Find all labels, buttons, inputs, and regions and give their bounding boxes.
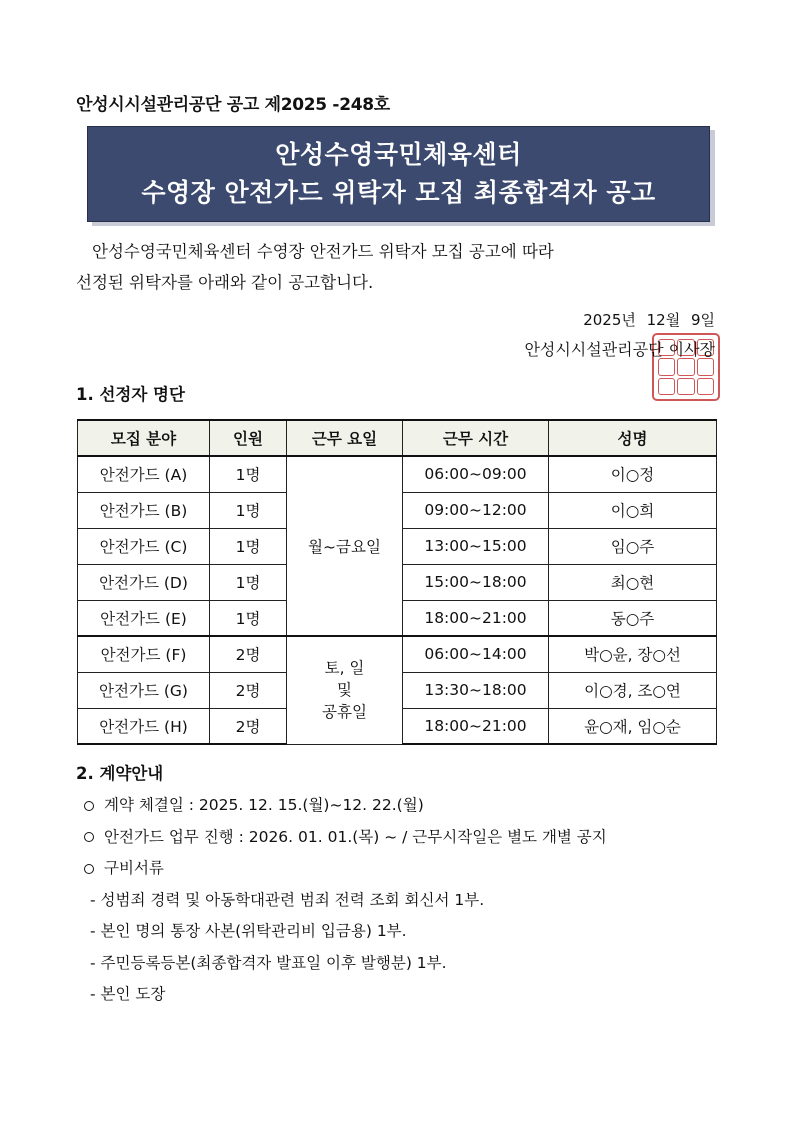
cell-count: 1명 (210, 456, 287, 492)
header-time: 근무 시간 (403, 420, 549, 456)
cell-name: 임○주 (549, 528, 717, 564)
cell-count: 1명 (210, 600, 287, 636)
circle-bullet-icon (84, 864, 94, 874)
document-item: - 성범죄 경력 및 아동학대관련 범죄 전력 조회 회신서 1부. (90, 890, 485, 909)
header-days: 근무 요일 (287, 420, 403, 456)
cell-count: 2명 (210, 672, 287, 708)
circle-bullet-icon (84, 832, 94, 842)
cell-field: 안전가드 (C) (78, 528, 210, 564)
weekend-label-line-3: 공휴일 (322, 703, 367, 722)
cell-field: 안전가드 (A) (78, 456, 210, 492)
issue-date: 2025년 12월 9일 (583, 311, 715, 329)
list-item (84, 790, 607, 822)
cell-time: 13:30~18:00 (403, 672, 549, 708)
cell-days-weekend (287, 636, 403, 744)
header-count: 인원 (210, 420, 287, 456)
work-start-info: 안전가드 업무 진행 : 2026. 01. 01.(목) ~ / 근무시작일은 별도 개별 공지 (104, 827, 607, 846)
cell-count: 1명 (210, 528, 287, 564)
weekend-label-line-2: 및 (337, 681, 352, 700)
cell-time: 09:00~12:00 (403, 492, 549, 528)
section-heading-contract: 2. 계약안내 (76, 764, 164, 783)
cell-time: 15:00~18:00 (403, 564, 549, 600)
cell-count: 1명 (210, 492, 287, 528)
cell-time: 06:00~14:00 (403, 636, 549, 672)
document-item: - 본인 도장 (90, 985, 166, 1003)
document-item: - 본인 명의 통장 사본(위탁관리비 입금용) 1부. (90, 922, 407, 940)
cell-field: 안전가드 (H) (78, 708, 210, 744)
document-item: - 주민등록등본(최종합격자 발표일 이후 발행분) 1부. (90, 953, 447, 972)
cell-name: 박○윤, 장○선 (549, 636, 717, 672)
selected-roster-table (77, 419, 717, 745)
cell-time: 18:00~21:00 (403, 708, 549, 744)
table-row (78, 636, 717, 672)
title-banner (87, 126, 710, 222)
contract-info-list (84, 790, 607, 1011)
cell-field: 안전가드 (F) (78, 636, 210, 672)
intro-line-2: 선정된 위탁자를 아래와 같이 공고합니다. (76, 273, 374, 292)
required-documents-heading: 구비서류 (104, 859, 164, 877)
list-item (84, 822, 607, 854)
cell-count: 1명 (210, 564, 287, 600)
cell-field: 안전가드 (B) (78, 492, 210, 528)
cell-name: 이○희 (549, 492, 717, 528)
contract-signing-date: 계약 체결일 : 2025. 12. 15.(월)~12. 22.(월) (104, 796, 424, 814)
cell-field: 안전가드 (D) (78, 564, 210, 600)
cell-count: 2명 (210, 708, 287, 744)
table-header-row (78, 420, 717, 456)
cell-name: 이○경, 조○연 (549, 672, 717, 708)
cell-name: 윤○재, 임○순 (549, 708, 717, 744)
notice-number: 안성시시설관리공단 공고 제2025 -248호 (76, 95, 390, 115)
cell-days-weekday: 월~금요일 (287, 456, 403, 636)
header-field: 모집 분야 (78, 420, 210, 456)
section-heading-roster: 1. 선정자 명단 (76, 385, 185, 404)
cell-time: 06:00~09:00 (403, 456, 549, 492)
list-item (84, 853, 607, 885)
circle-bullet-icon (84, 801, 94, 811)
issuer-name: 안성시시설관리공단 이사장 (524, 340, 715, 359)
cell-field: 안전가드 (E) (78, 600, 210, 636)
title-line-1: 안성수영국민체육센터 (275, 140, 522, 169)
intro-line-1: 안성수영국민체육센터 수영장 안전가드 위탁자 모집 공고에 따라 (92, 242, 554, 261)
cell-name: 동○주 (549, 600, 717, 636)
cell-count: 2명 (210, 636, 287, 672)
cell-name: 최○현 (549, 564, 717, 600)
intro-paragraph (76, 236, 716, 298)
cell-name: 이○정 (549, 456, 717, 492)
cell-time: 13:00~15:00 (403, 528, 549, 564)
cell-time: 18:00~21:00 (403, 600, 549, 636)
table-row (78, 456, 717, 492)
title-line-2: 수영장 안전가드 위탁자 모집 최종합격자 공고 (141, 178, 656, 207)
weekend-label-line-1: 토, 일 (324, 659, 365, 678)
header-name: 성명 (549, 420, 717, 456)
cell-field: 안전가드 (G) (78, 672, 210, 708)
